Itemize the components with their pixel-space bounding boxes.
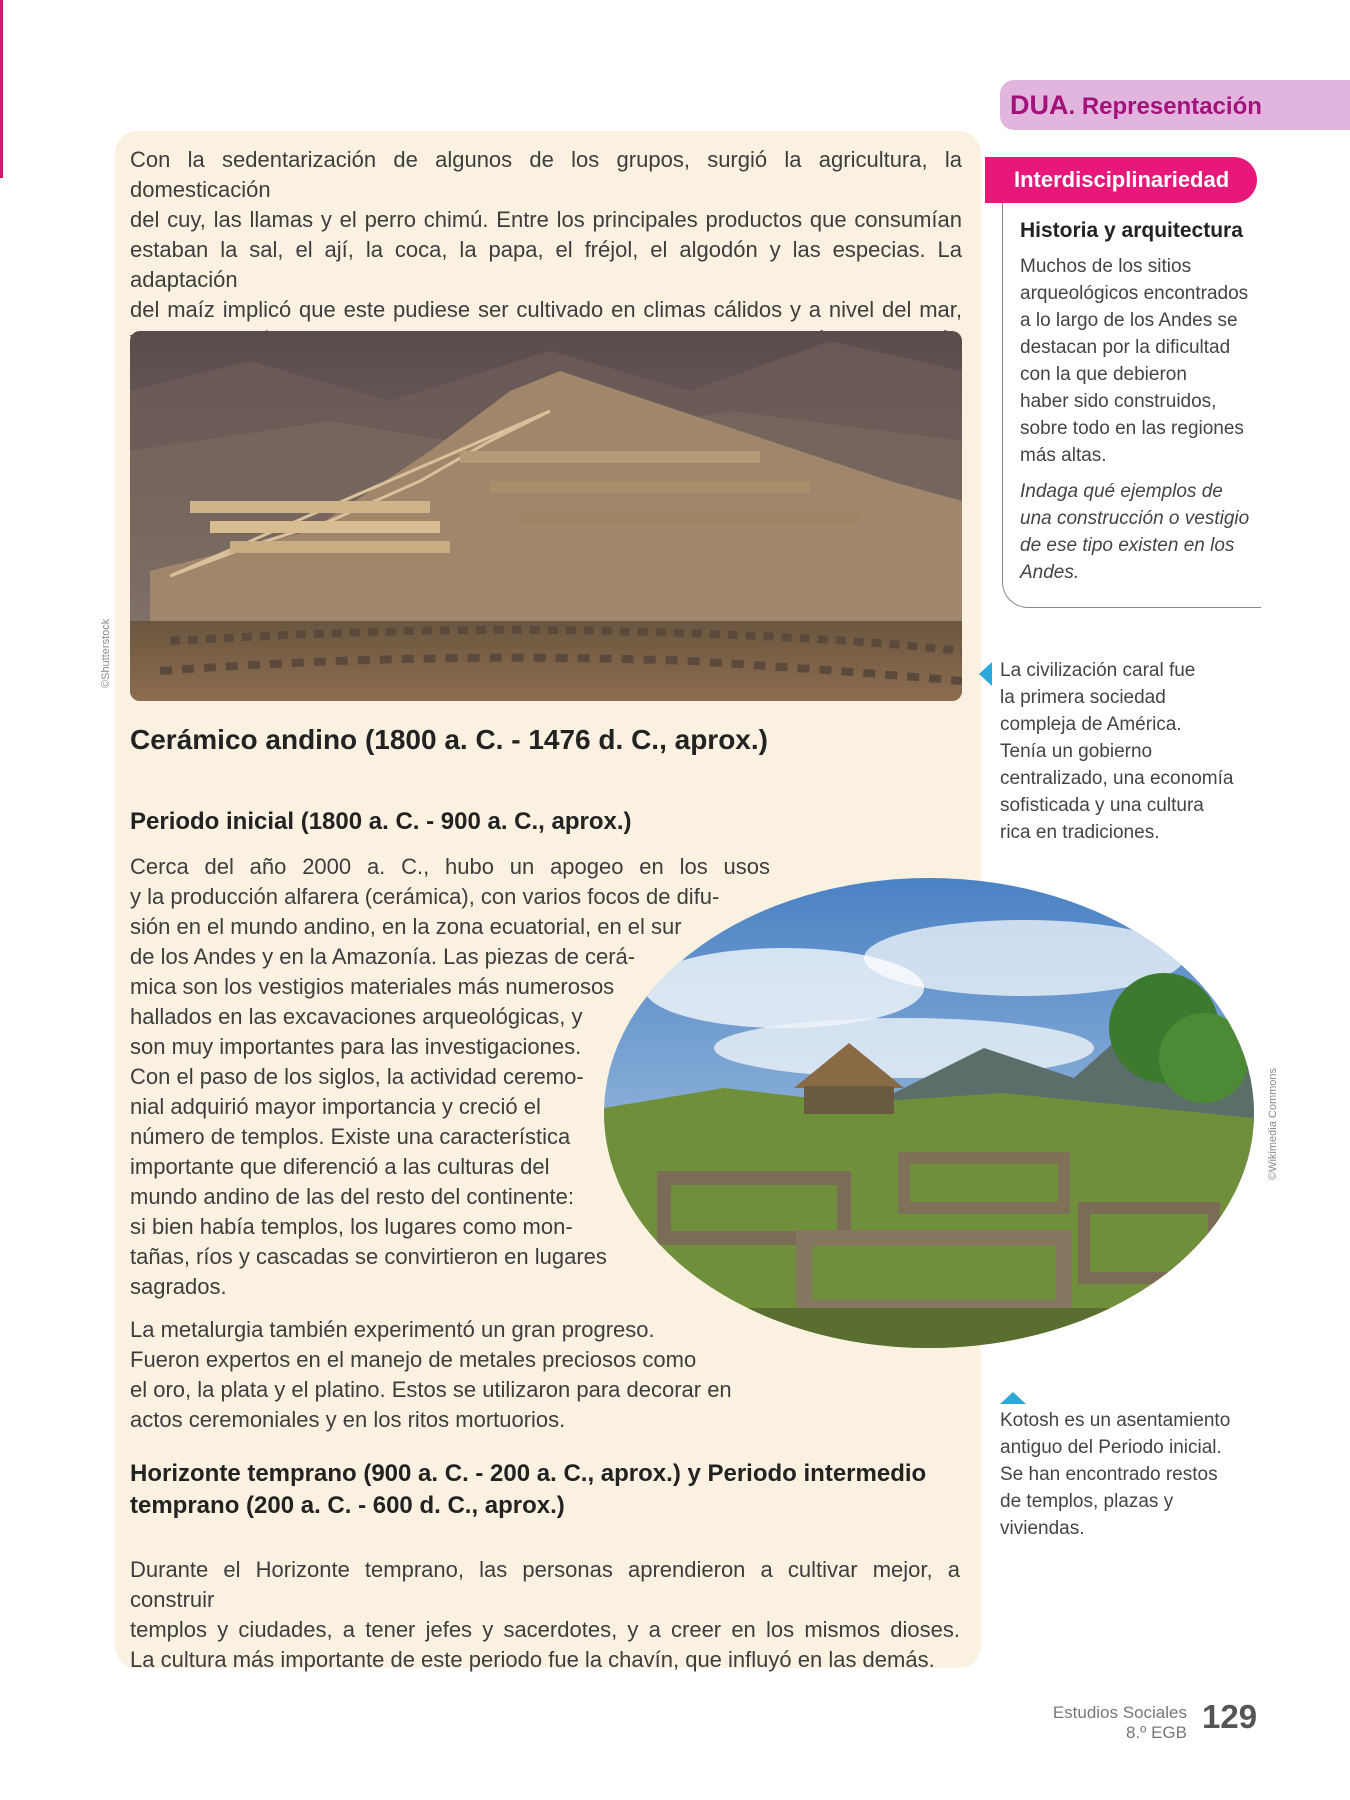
horizon-line: La cultura más importante de este periodo fue la chavín, que influyó en las demás. bbox=[130, 1647, 935, 1672]
caption-caral-line: sofisticada y una cultura bbox=[1000, 795, 1204, 816]
horizon-heading-line: Horizonte temprano (900 a. C. - 200 a. C., aprox.) y Periodo intermedio bbox=[130, 1460, 927, 1487]
footer-subject bbox=[1053, 1703, 1187, 1743]
initial-line: Cerca del año 2000 a. C., hubo un apogeo en los usos bbox=[130, 854, 770, 879]
metal-line: La metalurgia también experimentó un gran progreso. bbox=[130, 1317, 655, 1342]
sidebar-body-line: más altas. bbox=[1020, 445, 1107, 466]
page-edge-marker bbox=[0, 0, 3, 178]
caption-pointer-left-icon bbox=[979, 662, 992, 686]
sidebar-body-line: haber sido construidos, bbox=[1020, 391, 1217, 412]
initial-line: hallados en las excavaciones arqueológicas, y bbox=[130, 1004, 583, 1029]
intro-line: Con la sedentarización de algunos de los grupos, surgió la agricultura, la domesticación bbox=[130, 147, 962, 202]
initial-line: importante que diferenció a las culturas del bbox=[130, 1154, 550, 1179]
initial-line: mundo andino de las del resto del continente: bbox=[130, 1184, 574, 1209]
intro-line: del maíz implicó que este pudiese ser cultivado en climas cálidos y a nivel del mar, bbox=[130, 297, 962, 322]
caption-caral-line: Tenía un gobierno bbox=[1000, 741, 1153, 762]
sidebar-body-line: sobre todo en las regiones bbox=[1020, 418, 1244, 439]
initial-line: número de templos. Existe una característica bbox=[130, 1124, 571, 1149]
horizon-line: templos y ciudades, a tener jefes y sacerdotes, y a creer en los mismos dioses. bbox=[130, 1617, 960, 1642]
photo-credit-shutterstock: ©Shutterstock bbox=[100, 618, 112, 688]
photo-credit-wikimedia: ©Wikimedia Commons bbox=[1267, 1067, 1279, 1180]
horizon-line: Durante el Horizonte temprano, las personas aprendieron a cultivar mejor, a construir bbox=[130, 1557, 960, 1612]
sidebar-title: Historia y arquitectura bbox=[1020, 219, 1243, 242]
initial-line: de los Andes y en la Amazonía. Las piezas de cerá- bbox=[130, 944, 636, 969]
metal-line: actos ceremoniales y en los ritos mortuorios. bbox=[130, 1407, 566, 1432]
initial-line: sión en el mundo andino, en la zona ecuatorial, en el sur bbox=[130, 914, 682, 939]
initial-line: si bien había templos, los lugares como mon- bbox=[130, 1214, 573, 1239]
initial-line: son muy importantes para las investigaciones. bbox=[130, 1034, 582, 1059]
dua-suffix: . Representación bbox=[1068, 93, 1262, 120]
caption-kotosh bbox=[1000, 1407, 1230, 1542]
page-number: 129 bbox=[1202, 1698, 1258, 1735]
subheading-periodo-inicial: Periodo inicial (1800 a. C. - 900 a. C., aprox.) bbox=[130, 808, 632, 835]
initial-line: sagrados. bbox=[130, 1274, 227, 1299]
footer-grade: 8.º EGB bbox=[1125, 1723, 1187, 1742]
metal-line: Fueron expertos en el manejo de metales preciosos como bbox=[130, 1347, 697, 1372]
sidebar-task-line: Indaga qué ejemplos de bbox=[1020, 481, 1223, 502]
caption-caral bbox=[1000, 657, 1233, 846]
sidebar-body bbox=[1020, 253, 1248, 469]
caral-pyramid-photo bbox=[130, 331, 962, 701]
metal-line: el oro, la plata y el platino. Estos se utilizaron para decorar en bbox=[130, 1377, 732, 1402]
horizon-heading-line: temprano (200 a. C. - 600 d. C., aprox.) bbox=[130, 1492, 565, 1519]
initial-line: tañas, ríos y cascadas se convirtieron en lugares bbox=[130, 1244, 607, 1269]
initial-line: mica son los vestigios materiales más numerosos bbox=[130, 974, 615, 999]
footer-subject-name: Estudios Sociales bbox=[1052, 1703, 1187, 1722]
sidebar-body-line: destacan por la dificultad bbox=[1020, 337, 1231, 358]
sidebar-task-line: Andes. bbox=[1020, 562, 1080, 583]
section-heading-ceramico: Cerámico andino (1800 a. C. - 1476 d. C., aprox.) bbox=[130, 724, 768, 755]
caption-kotosh-line: Kotosh es un asentamiento bbox=[1000, 1410, 1231, 1431]
dua-title bbox=[1010, 90, 1262, 121]
dua-prefix: DUA bbox=[1010, 90, 1069, 120]
caption-kotosh-line: viviendas. bbox=[1000, 1518, 1085, 1539]
sidebar-body-line: a lo largo de los Andes se bbox=[1020, 310, 1238, 331]
sidebar-body-line: Muchos de los sitios bbox=[1020, 256, 1192, 277]
caption-caral-line: centralizado, una economía bbox=[1000, 768, 1234, 789]
initial-line: nial adquirió mayor importancia y creció el bbox=[130, 1094, 541, 1119]
horizon-paragraph bbox=[130, 1555, 960, 1675]
caption-kotosh-line: antiguo del Periodo inicial. bbox=[1000, 1437, 1222, 1458]
caption-caral-line: La civilización caral fue bbox=[1000, 660, 1196, 681]
sidebar-body-line: arqueológicos encontrados bbox=[1020, 283, 1249, 304]
intro-line: estaban la sal, el ají, la coca, la papa, el fréjol, el algodón y las especias. La adaptación bbox=[130, 237, 962, 292]
caption-caral-line: rica en tradiciones. bbox=[1000, 822, 1160, 843]
caption-kotosh-line: Se han encontrado restos bbox=[1000, 1464, 1218, 1485]
kotosh-illustration bbox=[604, 878, 1254, 1348]
caption-caral-line: compleja de América. bbox=[1000, 714, 1182, 735]
sidebar-task-line: una construcción o vestigio bbox=[1020, 508, 1250, 529]
caption-kotosh-line: de templos, plazas y bbox=[1000, 1491, 1174, 1512]
caption-caral-line: la primera sociedad bbox=[1000, 687, 1166, 708]
caption-pointer-up-icon bbox=[1000, 1392, 1026, 1404]
subheading-horizonte-temprano bbox=[130, 1458, 960, 1522]
initial-line: Con el paso de los siglos, la actividad ceremo- bbox=[130, 1064, 584, 1089]
kotosh-site-photo bbox=[604, 878, 1254, 1348]
initial-line: y la producción alfarera (cerámica), con varios focos de difu- bbox=[130, 884, 720, 909]
interdisciplinary-pill: Interdisciplinariedad bbox=[985, 157, 1257, 203]
sidebar-task-line: de ese tipo existen en los bbox=[1020, 535, 1235, 556]
intro-line: del cuy, las llamas y el perro chimú. Entre los principales productos que consumían bbox=[130, 207, 962, 232]
sidebar-task bbox=[1020, 478, 1249, 586]
caral-pyramid-illustration bbox=[130, 331, 962, 701]
sidebar-body-line: con la que debieron bbox=[1020, 364, 1187, 385]
